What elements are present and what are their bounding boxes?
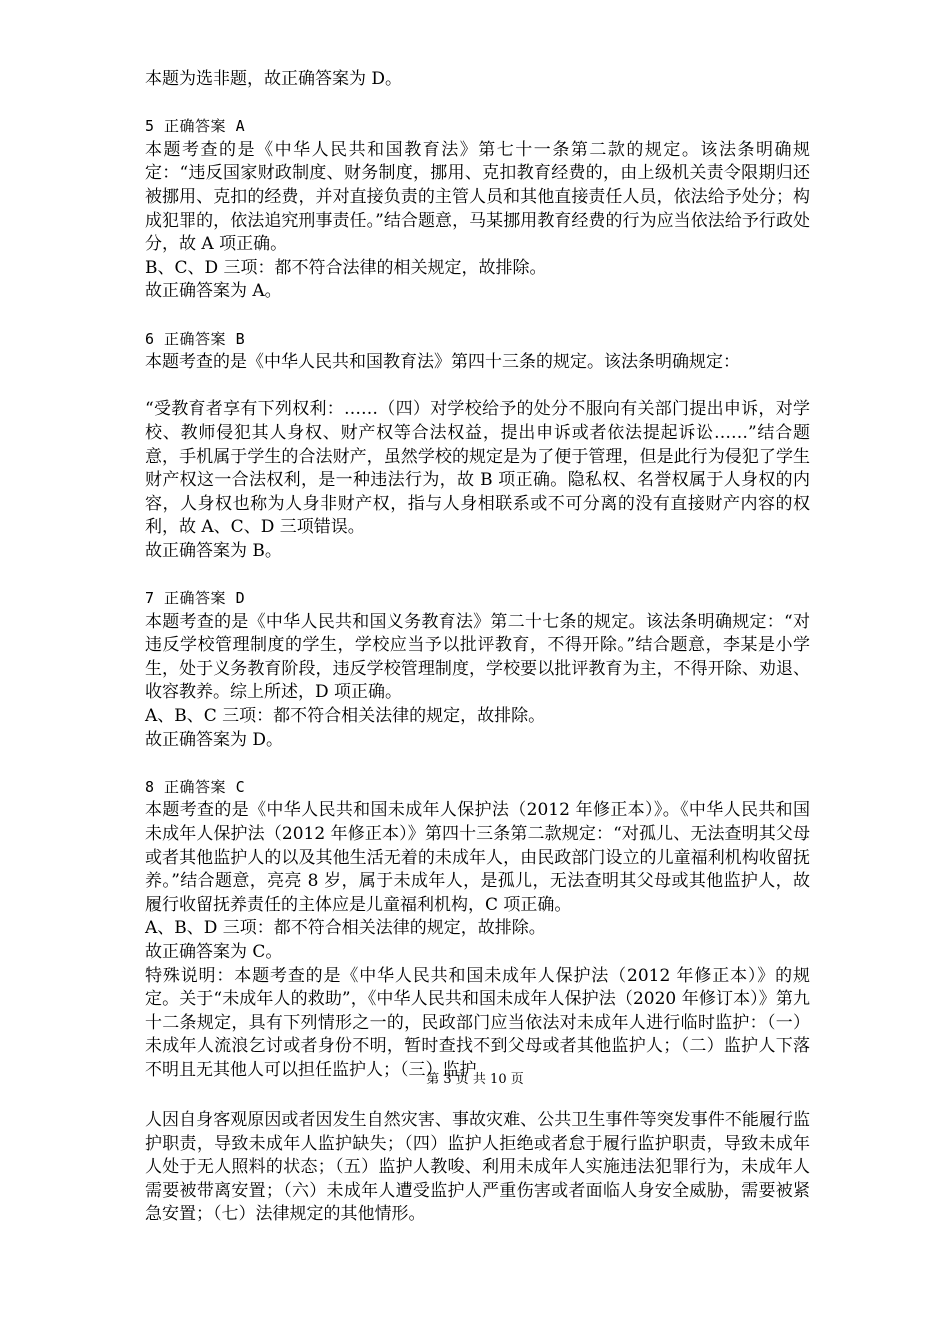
intro-line: 本题为选非题，故正确答案为 D。 <box>145 69 403 89</box>
question-7-explanation: 本题考查的是《中华人民共和国义务教育法》第二十七条的规定。该法条明确规定：“对违反学校管理制度的学生，学校应当予以批评教育，不得开除。”结合题意，李某是小学生，处于义务教育阶段，违反学校管理制度，学校要以批评教育为主，不得开除、劝退、收容教养。综上所述，D 项正确。 <box>145 611 810 703</box>
spacer <box>145 92 810 116</box>
question-8-other-options: A、B、D 三项：都不符合相关法律的规定，故排除。 <box>145 918 546 939</box>
spacer <box>145 563 810 587</box>
question-6-explanation: “受教育者享有下列权利：……（四）对学校给予的处分不服向有关部门提出申诉，对学校、教师侵犯其人身权、财产权等合法权益，提出申诉或者依法提起诉讼……”结合题意，手机属于学生的合法财产，虽然学校的规定是为了便于管理，但是此行为侵犯了学生财产权这一合法权利，是一种违法行为，故 B 项正确。隐私权、名誉权属于人身权的内容，人身权也称为人身非财产权，指与人身相联系或不可分离的没有直接财产内容的权利，故 A、C、D 三项错误。 <box>145 399 810 538</box>
question-8-explanation: 本题考查的是《中华人民共和国未成年人保护法（2012 年修正本）》。《中华人民共和国未成年人保护法（2012 年修正本）》第四十三条第二款规定：“对孤儿、无法查明其父母或者其他监护人的以及其他生活无着的未成年人，由民政部门设立的儿童福利机构收留抚养。”结合题意，亮亮 8 岁，属于未成年人，是孤儿，无法查明其父母或其他监护人，故履行收留抚养责任的主体应是儿童福利机构，C 项正确。 <box>145 800 810 915</box>
spacer <box>145 304 810 328</box>
question-5-heading: 5 正确答案 A <box>145 117 246 136</box>
question-7-heading: 7 正确答案 D <box>145 589 246 608</box>
question-6-heading: 6 正确答案 B <box>145 329 246 348</box>
spacer <box>145 752 810 776</box>
page-number-footer: 第 3 页 共 10 页 <box>426 1072 524 1087</box>
question-8-answer: 故正确答案为 C。 <box>145 941 283 962</box>
page-body <box>145 68 810 1083</box>
question-7-other-options: A、B、C 三项：都不符合相关法律的规定，故排除。 <box>145 706 546 727</box>
question-8-special-note: 特殊说明：本题考查的是《中华人民共和国未成年人保护法（2012 年修正本）》的规定。关于“未成年人的救助”，《中华人民共和国未成年人保护法（2020 年修订本）》第九十二条规定，具有下列情形之一的，民政部门应当依法对未成年人进行临时监护：（一）未成年人流浪乞讨或者身份不明，暂时查找不到父母或者其他监护人；（二）监护人下落不明且无其他人可以担任监护人；（三）监护 <box>145 965 810 1080</box>
question-5-explanation: 本题考查的是《中华人民共和国教育法》第七十一条第二款的规定。该法条明确规定：“违反国家财政制度、财务制度，挪用、克扣教育经费的，由上级机关责令限期归还被挪用、克扣的经费，并对直接负责的主管人员和其他直接责任人员，依法给予处分；构成犯罪的，依法追究刑事责任。”结合题意，马某挪用教育经费的行为应当依法给予行政处分，故 A 项正确。 <box>145 139 810 255</box>
question-5-answer: 故正确答案为 A。 <box>145 281 282 302</box>
question-6-answer: 故正确答案为 B。 <box>145 540 282 561</box>
question-7-answer: 故正确答案为 D。 <box>145 729 284 750</box>
question-6-explanation-intro: 本题考查的是《中华人民共和国教育法》第四十三条的规定。该法条明确规定： <box>145 352 740 373</box>
question-8-heading: 8 正确答案 C <box>145 777 246 796</box>
question-5-other-options: B、C、D 三项：都不符合法律的相关规定，故排除。 <box>145 257 547 278</box>
spacer <box>145 375 810 399</box>
next-page-body <box>145 1109 810 1227</box>
special-note-continuation: 人因自身客观原因或者因发生自然灾害、事故灾难、公共卫生事件等突发事件不能履行监护职责，导致未成年人监护缺失；（四）监护人拒绝或者怠于履行监护职责，导致未成年人处于无人照料的状态；（五）监护人教唆、利用未成年人实施违法犯罪行为，未成年人需要被带离安置；（六）未成年人遭受监护人严重伤害或者面临人身安全威胁，需要被紧急安置；（七）法律规定的其他情形。 <box>145 1110 810 1225</box>
